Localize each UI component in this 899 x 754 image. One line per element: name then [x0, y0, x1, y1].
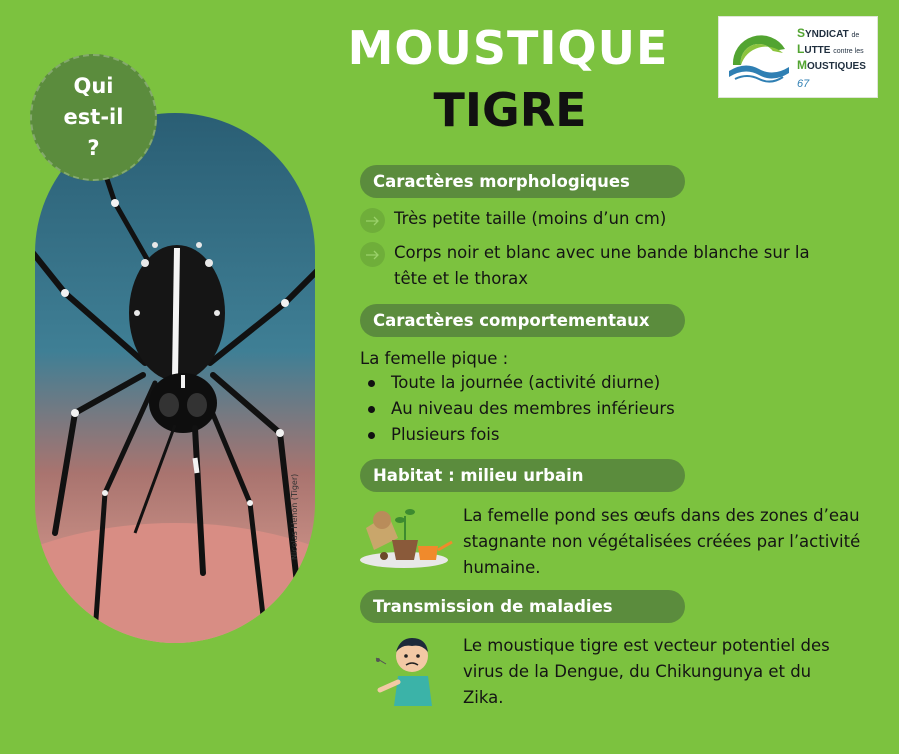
- comport-intro: La femelle pique :: [360, 349, 509, 368]
- title-line-2: TIGRE: [433, 83, 587, 137]
- arrow-right-icon: [360, 208, 385, 233]
- maladies-text: Le moustique tigre est vecteur potentiel des virus de la Dengue, du Chikungunya et du Zika.: [463, 636, 830, 707]
- title-line-1: MOUSTIQUE: [347, 21, 669, 75]
- bubble-line-2: est-il: [63, 105, 124, 129]
- logo-line-2: LUTTE contre les: [797, 42, 864, 56]
- comport-list: [368, 370, 675, 448]
- list-item: Au niveau des membres inférieurs: [368, 396, 675, 422]
- heading-maladies: Transmission de maladies: [360, 590, 685, 623]
- heading-morphologiques: Caractères morphologiques: [360, 165, 685, 198]
- morpho-item-1: Très petite taille (moins d’un cm): [360, 206, 844, 233]
- logo-number: 67: [797, 78, 810, 90]
- flowerpot-watering-can-icon: [358, 498, 454, 570]
- arrow-right-icon: [360, 242, 385, 267]
- heading-habitat: Habitat : milieu urbain: [360, 459, 685, 492]
- syndicat-logo: [718, 16, 878, 98]
- logo-emblem-icon: [725, 25, 791, 89]
- habitat-text: La femelle pond ses œufs dans des zones d’eau stagnante non végétalisées créées par l’activité humaine.: [463, 506, 861, 577]
- heading-comportementaux: Caractères comportementaux: [360, 304, 685, 337]
- qui-est-il-bubble: [30, 54, 157, 181]
- mosquito-photo: [35, 113, 315, 643]
- bubble-line-3: ?: [87, 136, 100, 160]
- sick-person-icon: [372, 630, 442, 706]
- bubble-line-1: Qui: [73, 74, 114, 98]
- list-item: Plusieurs fois: [368, 422, 675, 448]
- list-item: Toute la journée (activité diurne): [368, 370, 675, 396]
- morpho-item-2: Corps noir et blanc avec une bande blanche sur la tête et le thorax: [360, 240, 844, 292]
- photo-credit: Nicolas Henon (Tiger): [290, 473, 299, 560]
- logo-line-1: SYNDICAT de: [797, 26, 860, 40]
- logo-line-3: MOUSTIQUES: [797, 58, 866, 72]
